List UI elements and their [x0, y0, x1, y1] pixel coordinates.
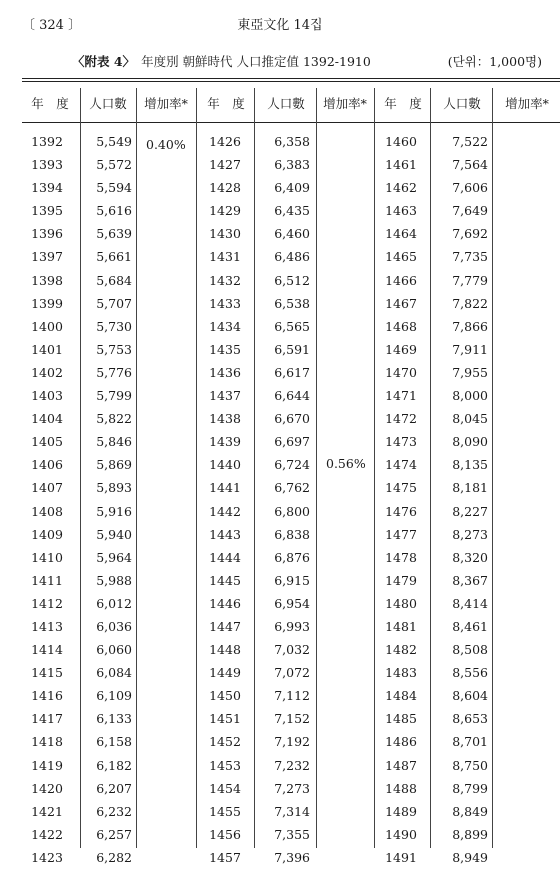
year-cell: 1478: [385, 549, 417, 565]
header-rate-1: 增加率*: [144, 96, 188, 111]
population-cell: 6,800: [274, 503, 310, 519]
population-cell: 6,670: [274, 411, 310, 427]
year-cell: 1404: [31, 411, 63, 427]
population-cell: 7,112: [274, 688, 310, 704]
population-cell: 6,644: [274, 388, 310, 404]
population-column-1: [80, 130, 132, 869]
population-cell: 7,606: [452, 180, 488, 196]
population-cell: 6,565: [274, 318, 310, 334]
population-cell: 6,158: [96, 734, 132, 750]
year-cell: 1414: [31, 642, 63, 658]
year-cell: 1438: [209, 411, 241, 427]
population-cell: 8,181: [452, 480, 488, 496]
column-divider: [316, 88, 317, 848]
population-cell: 6,109: [96, 688, 132, 704]
population-cell: 8,556: [452, 665, 488, 681]
header-population-2: 人口數: [267, 96, 305, 111]
year-cell: 1443: [209, 526, 241, 542]
year-cell: 1394: [31, 180, 63, 196]
header-year-3: 年 度: [384, 96, 422, 111]
population-cell: 7,522: [452, 134, 488, 149]
population-cell: 8,273: [452, 526, 488, 542]
year-cell: 1472: [385, 411, 417, 427]
population-cell: 8,750: [452, 757, 488, 773]
population-cell: 8,227: [452, 503, 488, 519]
population-cell: 5,893: [96, 480, 132, 496]
year-cell: 1426: [209, 134, 241, 149]
population-cell: 8,045: [452, 411, 488, 427]
population-cell: 6,182: [96, 757, 132, 773]
year-cell: 1408: [31, 503, 63, 519]
population-cell: 6,435: [274, 203, 310, 219]
year-cell: 1410: [31, 549, 63, 565]
year-cell: 1467: [385, 295, 417, 311]
year-cell: 1434: [209, 318, 241, 334]
population-cell: 7,779: [452, 272, 488, 288]
running-head: [0, 14, 560, 34]
column-divider: [136, 88, 137, 848]
year-cell: 1487: [385, 757, 417, 773]
header-year-1: 年 度: [31, 96, 69, 111]
year-cell: 1450: [209, 688, 241, 704]
population-cell: 7,955: [452, 364, 488, 380]
population-cell: 6,207: [96, 780, 132, 796]
population-cell: 6,358: [274, 134, 310, 149]
population-cell: 5,661: [96, 249, 132, 265]
year-cell: 1440: [209, 457, 241, 473]
year-cell: 1449: [209, 665, 241, 681]
population-cell: 8,090: [452, 434, 488, 450]
population-cell: 7,911: [452, 341, 488, 357]
population-cell: 6,993: [274, 618, 310, 634]
year-cell: 1447: [209, 618, 241, 634]
population-cell: 7,314: [274, 803, 310, 819]
population-cell: 7,072: [274, 665, 310, 681]
year-cell: 1462: [385, 180, 417, 196]
population-cell: 6,954: [274, 595, 310, 611]
year-cell: 1477: [385, 526, 417, 542]
year-cell: 1465: [385, 249, 417, 265]
population-cell: 5,964: [96, 549, 132, 565]
population-cell: 5,988: [96, 572, 132, 588]
year-cell: 1483: [385, 665, 417, 681]
year-cell: 1418: [31, 734, 63, 750]
year-cell: 1456: [209, 826, 241, 842]
year-cell: 1471: [385, 388, 417, 404]
population-cell: 8,849: [452, 803, 488, 819]
year-cell: 1396: [31, 226, 63, 242]
year-cell: 1452: [209, 734, 241, 750]
population-cell: 8,414: [452, 595, 488, 611]
year-cell: 1461: [385, 157, 417, 173]
year-cell: 1399: [31, 295, 63, 311]
year-cell: 1475: [385, 480, 417, 496]
population-cell: 8,508: [452, 642, 488, 658]
population-cell: 5,684: [96, 272, 132, 288]
year-cell: 1419: [31, 757, 63, 773]
population-cell: 6,232: [96, 803, 132, 819]
year-cell: 1479: [385, 572, 417, 588]
year-cell: 1455: [209, 803, 241, 819]
population-cell: 7,152: [274, 711, 310, 727]
population-cell: 6,915: [274, 572, 310, 588]
growth-rate-1: 0.40%: [146, 137, 186, 152]
population-cell: 6,060: [96, 642, 132, 658]
table-caption: [0, 52, 560, 70]
year-cell: 1476: [385, 503, 417, 519]
year-cell: 1464: [385, 226, 417, 242]
caption-text: 年度別 朝鮮時代 人口推定值 1392-1910: [141, 54, 371, 69]
top-rule: [22, 78, 560, 79]
population-cell: 6,724: [274, 457, 310, 473]
population-cell: 6,084: [96, 665, 132, 681]
year-cell: 1417: [31, 711, 63, 727]
year-cell: 1446: [209, 595, 241, 611]
year-cell: 1402: [31, 364, 63, 380]
year-cell: 1436: [209, 364, 241, 380]
population-cell: 7,866: [452, 318, 488, 334]
year-cell: 1480: [385, 595, 417, 611]
population-column-2: [254, 130, 310, 869]
year-cell: 1392: [31, 134, 63, 149]
population-cell: 7,822: [452, 295, 488, 311]
year-cell: 1489: [385, 803, 417, 819]
year-cell: 1406: [31, 457, 63, 473]
population-cell: 6,257: [96, 826, 132, 842]
population-cell: 6,486: [274, 249, 310, 265]
population-cell: 5,940: [96, 526, 132, 542]
population-cell: 7,396: [274, 849, 310, 865]
year-cell: 1407: [31, 480, 63, 496]
year-cell: 1453: [209, 757, 241, 773]
population-cell: 6,282: [96, 849, 132, 865]
population-cell: 5,799: [96, 388, 132, 404]
year-cell: 1431: [209, 249, 241, 265]
year-cell: 1428: [209, 180, 241, 196]
year-cell: 1491: [385, 849, 417, 865]
year-column-1: [22, 130, 72, 869]
population-cell: 6,409: [274, 180, 310, 196]
population-cell: 5,776: [96, 364, 132, 380]
year-cell: 1474: [385, 457, 417, 473]
population-cell: 7,564: [452, 157, 488, 173]
population-cell: 5,639: [96, 226, 132, 242]
population-cell: 5,707: [96, 295, 132, 311]
year-cell: 1460: [385, 134, 417, 149]
year-cell: 1395: [31, 203, 63, 219]
caption-label: 〈附表 4〉: [72, 54, 136, 69]
unit-note: (단위：1,000명): [447, 54, 542, 69]
population-cell: 8,461: [452, 618, 488, 634]
year-cell: 1429: [209, 203, 241, 219]
year-cell: 1423: [31, 849, 63, 865]
population-cell: 8,701: [452, 734, 488, 750]
population-cell: 6,762: [274, 480, 310, 496]
population-cell: 5,572: [96, 157, 132, 173]
year-cell: 1400: [31, 318, 63, 334]
year-column-3: [376, 130, 426, 869]
population-cell: 8,604: [452, 688, 488, 704]
year-cell: 1435: [209, 341, 241, 357]
header-rule: [22, 122, 560, 123]
year-cell: 1430: [209, 226, 241, 242]
year-cell: 1468: [385, 318, 417, 334]
table-header: [0, 88, 560, 120]
year-cell: 1433: [209, 295, 241, 311]
population-cell: 5,822: [96, 411, 132, 427]
population-cell: 6,383: [274, 157, 310, 173]
population-cell: 7,692: [452, 226, 488, 242]
year-cell: 1490: [385, 826, 417, 842]
header-population-1: 人口數: [89, 96, 127, 111]
population-cell: 7,192: [274, 734, 310, 750]
population-cell: 5,616: [96, 203, 132, 219]
year-cell: 1413: [31, 618, 63, 634]
year-cell: 1437: [209, 388, 241, 404]
population-cell: 6,012: [96, 595, 132, 611]
header-rate-3: 增加率*: [505, 96, 549, 111]
journal-title: 東亞文化 14집: [237, 18, 323, 33]
population-cell: 5,549: [96, 134, 132, 149]
population-cell: 7,355: [274, 826, 310, 842]
population-cell: 7,032: [274, 642, 310, 658]
header-year-2: 年 度: [207, 96, 245, 111]
year-cell: 1403: [31, 388, 63, 404]
population-cell: 6,838: [274, 526, 310, 542]
column-divider: [492, 88, 493, 848]
population-cell: 7,273: [274, 780, 310, 796]
year-cell: 1482: [385, 642, 417, 658]
population-cell: 8,949: [452, 849, 488, 865]
column-divider: [374, 88, 375, 848]
header-rate-2: 增加率*: [323, 96, 367, 111]
population-cell: 7,649: [452, 203, 488, 219]
population-cell: 5,594: [96, 180, 132, 196]
year-cell: 1397: [31, 249, 63, 265]
header-population-3: 人口數: [443, 96, 481, 111]
year-cell: 1398: [31, 272, 63, 288]
caption-title: [72, 52, 371, 70]
year-cell: 1420: [31, 780, 63, 796]
population-cell: 8,000: [452, 388, 488, 404]
population-cell: 5,730: [96, 318, 132, 334]
year-cell: 1422: [31, 826, 63, 842]
population-cell: 6,617: [274, 364, 310, 380]
year-cell: 1466: [385, 272, 417, 288]
year-cell: 1486: [385, 734, 417, 750]
year-cell: 1481: [385, 618, 417, 634]
year-cell: 1473: [385, 434, 417, 450]
year-cell: 1405: [31, 434, 63, 450]
year-cell: 1445: [209, 572, 241, 588]
year-cell: 1485: [385, 711, 417, 727]
population-cell: 6,036: [96, 618, 132, 634]
population-cell: 6,460: [274, 226, 310, 242]
year-column-2: [198, 130, 252, 869]
growth-rate-2: 0.56%: [326, 456, 366, 471]
year-cell: 1409: [31, 526, 63, 542]
population-cell: 7,232: [274, 757, 310, 773]
population-cell: 5,869: [96, 457, 132, 473]
year-cell: 1454: [209, 780, 241, 796]
year-cell: 1463: [385, 203, 417, 219]
population-cell: 8,653: [452, 711, 488, 727]
year-cell: 1416: [31, 688, 63, 704]
year-cell: 1470: [385, 364, 417, 380]
year-cell: 1448: [209, 642, 241, 658]
population-cell: 6,512: [274, 272, 310, 288]
year-cell: 1427: [209, 157, 241, 173]
population-cell: 7,735: [452, 249, 488, 265]
population-cell: 8,899: [452, 826, 488, 842]
year-cell: 1442: [209, 503, 241, 519]
top-rule-inner: [22, 81, 560, 82]
year-cell: 1457: [209, 849, 241, 865]
year-cell: 1401: [31, 341, 63, 357]
population-cell: 5,916: [96, 503, 132, 519]
year-cell: 1411: [31, 572, 63, 588]
year-cell: 1412: [31, 595, 63, 611]
year-cell: 1415: [31, 665, 63, 681]
year-cell: 1488: [385, 780, 417, 796]
population-cell: 5,753: [96, 341, 132, 357]
year-cell: 1439: [209, 434, 241, 450]
population-cell: 6,538: [274, 295, 310, 311]
year-cell: 1421: [31, 803, 63, 819]
population-cell: 5,846: [96, 434, 132, 450]
year-cell: 1469: [385, 341, 417, 357]
year-cell: 1444: [209, 549, 241, 565]
population-cell: 6,133: [96, 711, 132, 727]
year-cell: 1451: [209, 711, 241, 727]
population-cell: 8,799: [452, 780, 488, 796]
population-cell: 6,591: [274, 341, 310, 357]
population-cell: 8,135: [452, 457, 488, 473]
population-column-3: [430, 130, 488, 869]
year-cell: 1432: [209, 272, 241, 288]
year-cell: 1441: [209, 480, 241, 496]
page-number: 〔 324 〕: [22, 18, 82, 33]
column-divider: [196, 88, 197, 848]
year-cell: 1484: [385, 688, 417, 704]
year-cell: 1393: [31, 157, 63, 173]
population-cell: 6,876: [274, 549, 310, 565]
population-cell: 6,697: [274, 434, 310, 450]
population-cell: 8,320: [452, 549, 488, 565]
population-cell: 8,367: [452, 572, 488, 588]
